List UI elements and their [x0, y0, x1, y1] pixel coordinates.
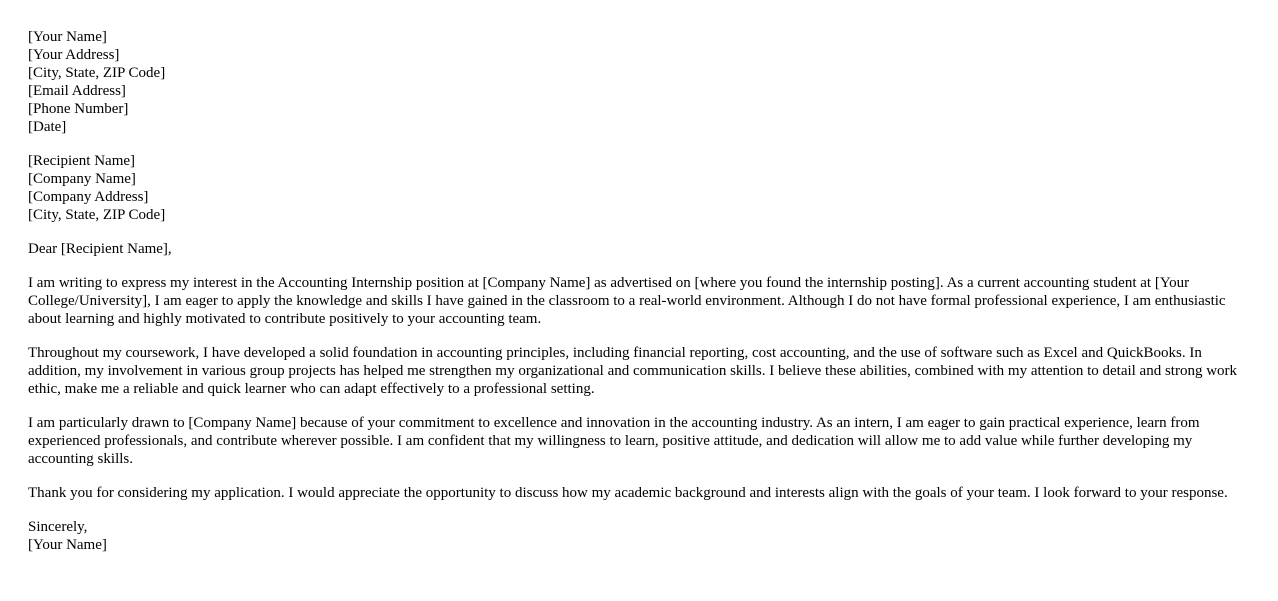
sender-address: [Your Address]	[28, 47, 120, 63]
recipient-city-state-zip: [City, State, ZIP Code]	[28, 207, 166, 223]
recipient-company: [Company Name]	[28, 171, 136, 187]
body-paragraph-motivation: I am particularly drawn to [Company Name] because of your commitment to excellence and innovation in the accounting industry. As an intern, I am eager to gain practical experience, learn from experienced professionals, and contribute wherever possible. I am confident that my willingness to learn, positive attitude, and dedication will allow me to add value while further developing my accounting skills.	[28, 415, 1200, 467]
sender-phone: [Phone Number]	[28, 101, 129, 117]
signature-block	[28, 518, 1250, 554]
body-paragraph-skills: Throughout my coursework, I have developed a solid foundation in accounting principles, including financial reporting, cost accounting, and the use of software such as Excel and QuickBooks. In addition, my involvement in various group projects has helped me strengthen my organizational and communication skills. I believe these abilities, combined with my attention to detail and strong work ethic, make me a reliable and quick learner who can adapt effectively to a professional setting.	[28, 345, 1238, 397]
valediction: Sincerely,	[28, 519, 88, 535]
sender-info-block	[28, 28, 1250, 136]
sender-city-state-zip: [City, State, ZIP Code]	[28, 65, 166, 81]
recipient-info-block	[28, 152, 1250, 224]
sender-name: [Your Name]	[28, 29, 107, 45]
sender-email: [Email Address]	[28, 83, 126, 99]
recipient-company-address: [Company Address]	[28, 189, 149, 205]
recipient-name: [Recipient Name]	[28, 153, 136, 169]
body-paragraph-intro: I am writing to express my interest in the Accounting Internship position at [Company Name] as advertised on [where you found the internship posting]. As a current accounting student at [Your College/University], I am eager to apply the knowledge and skills I have gained in the classroom to a real-world environment. Although I do not have formal professional experience, I am enthusiastic about learning and highly motivated to contribute positively to your accounting team.	[28, 275, 1226, 327]
salutation: Dear [Recipient Name],	[28, 241, 172, 257]
signature-name: [Your Name]	[28, 537, 107, 553]
body-paragraph-closing: Thank you for considering my application. I would appreciate the opportunity to discuss how my academic background and interests align with the goals of your team. I look forward to your response.	[28, 485, 1228, 501]
letter-date: [Date]	[28, 119, 67, 135]
